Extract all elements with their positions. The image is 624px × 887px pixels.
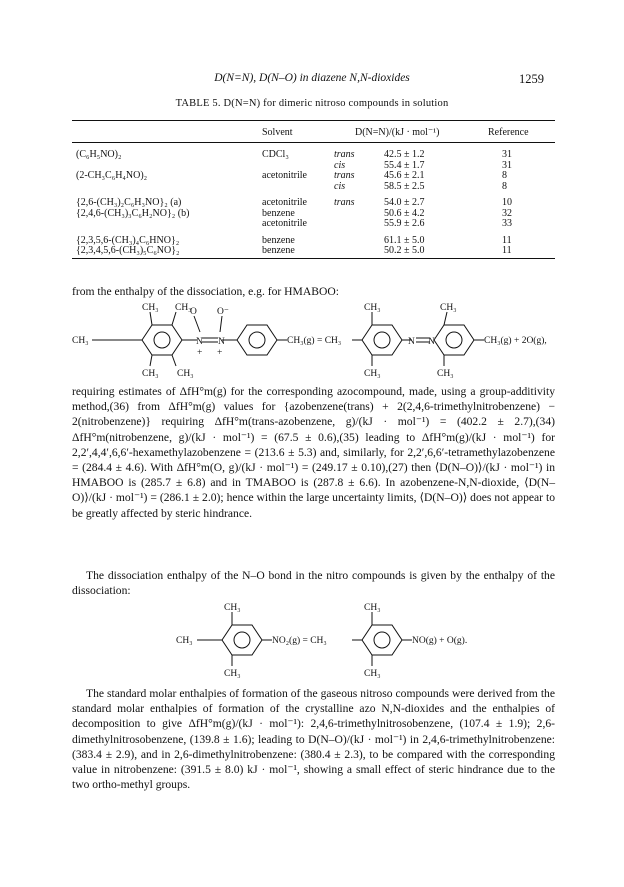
ch3-label: CH₃	[177, 369, 194, 379]
benzene-ring-1	[142, 325, 182, 355]
ch3-label: CH₃	[437, 369, 454, 379]
table-cell: 61.1 ± 5.0	[384, 234, 425, 246]
paragraph-4	[72, 686, 555, 792]
benzene-ring-2	[237, 325, 277, 355]
table-cell: 42.5 ± 1.2	[384, 149, 425, 160]
table-cell: cis	[334, 180, 346, 192]
table-cell: 31	[502, 149, 512, 160]
ch3-label: CH₃	[142, 303, 159, 313]
benzene-ring-3	[362, 325, 402, 355]
benzene-ring-4	[434, 325, 474, 355]
col-head-dnn: D(N=N)/(kJ · mol⁻¹)	[355, 127, 440, 138]
ch3-label: CH₃	[364, 369, 381, 379]
page-number: 1259	[519, 72, 544, 86]
equation-2	[72, 600, 555, 680]
table-row	[72, 198, 555, 209]
ch3-label: CH₃	[224, 669, 241, 679]
eq1-right-text: CH₃(g) + 2O(g),	[484, 336, 547, 346]
oxygen-label: O	[190, 307, 197, 317]
table-cell: trans	[334, 149, 355, 160]
table-cell: 11	[502, 234, 512, 246]
table-cell: (2-CH₃C₆H₄NO)₂	[76, 170, 148, 181]
aromatic-circle-3	[374, 332, 390, 348]
table-top-rule	[72, 120, 555, 121]
table-cell: acetonitrile	[262, 197, 307, 208]
table-cell: 50.6 ± 4.2	[384, 207, 425, 219]
table-row	[72, 182, 555, 193]
table-cell: {2,3,5,6-(CH₃)₄C₆HNO}₂	[76, 234, 180, 246]
equation-1	[72, 300, 555, 380]
table-cell: acetonitrile	[262, 218, 307, 229]
table-cell: {2,3,4,5,6-(CH₃)₅C₆NO}₂	[76, 245, 180, 256]
nitrogen-label: N	[196, 337, 203, 347]
plus-charge: +	[217, 348, 223, 358]
ch3-label: CH₃	[440, 303, 457, 313]
table-cell: trans	[334, 170, 355, 181]
table-cell: acetonitrile	[262, 170, 307, 181]
eq2-right-text: NO(g) + O(g).	[412, 636, 468, 646]
ch3-label: CH₃	[176, 636, 193, 646]
ch3-label: CH₃	[364, 303, 381, 313]
ch3-label: CH₃	[72, 336, 89, 346]
table-cell: 31	[502, 159, 512, 171]
paragraph-1	[72, 284, 555, 299]
paragraph-4-text: The standard molar enthalpies of formation of the gaseous nitroso compounds were derived from the standard molar enthalpies of formation of the crystalline azo N,N-dioxides and the enthalpies of decomposition to give ΔfH°m(g)/(kJ · mol⁻¹): 2,4,6-trimethylnitrosobenzene, (107.4 ± 1.9); 2,6-dimethylnitrosobenzene, (139.8 ± 1.6); leading to D(N–O)/(kJ · mol⁻¹) in 2,4,6-trimethylnitrobenzene: (383.4 ± 2.9), and in 2,6-dimethylnitrobenzene: (380.4 ± 2.3), to be compared with the corresponding value in nitrobenzene: (391.5 ± 8.0) kJ · mol⁻¹, showing a small effect of steric hindrance due to the two ortho-methyl groups.	[72, 687, 555, 792]
table-cell: cis	[334, 159, 346, 171]
table-cell: 10	[502, 197, 512, 208]
table-head-rule	[72, 142, 555, 143]
table-cell: benzene	[262, 245, 295, 256]
table-cell: 32	[502, 207, 512, 219]
table-cell: trans	[334, 197, 355, 208]
table-cell: 45.6 ± 2.1	[384, 170, 425, 181]
eq2-mid-text: NO₂(g) = CH₃	[272, 636, 327, 646]
paragraph-2-text: requiring estimates of ΔfH°m(g) for the corresponding azocompound, made, using a group-additivity method,(36) from ΔfH°m(g) values for {azobenzene(trans) + 2(2,4,6-trimethylnitrobenzene) − 2(nitrobenzene)} requiring ΔfH°m(trans-azobenzene, g)/(kJ · mol⁻¹) = (402.2 ± 2.7),(34) ΔfH°m(nitrobenzene, g)/(kJ · mol⁻¹) = (67.5 ± 0.6),(35) leading to ΔfH°m(g)/(kJ · mol⁻¹) for 2,2′,4,4′,6,6′-hexamethylazobenzene = (213.6 ± 5.3) and, similarly, for 2,2′,6,6′-tetramethylazobenzene = (284.4 ± 4.6). With ΔfH°m(O, g)/(kJ · mol⁻¹) = (249.17 ± 0.10),(27) then ⟨D(N–O)⟩/(kJ · mol⁻¹) in HMABOO is (285.7 ± 6.8) and in TMABOO is (287.8 ± 6.6). In azobenzene-N,N-dioxide, ⟨D(N–O)⟩/(kJ · mol⁻¹) = (286.1 ± 2.0); hence within the large uncertainty limits, ⟨D(N–O)⟩ does not appear to be greatly affected by steric hindrance.	[72, 385, 555, 520]
data-table	[72, 150, 555, 257]
table-cell: (C₆H₅NO)₂	[76, 149, 122, 160]
oxygen-anion-label: O⁻	[217, 307, 229, 317]
paragraph-2	[72, 384, 555, 521]
table-cell: {2,6-(CH₃)₂C₆H₃NO}₂ (a)	[76, 197, 182, 208]
aromatic-circle-5	[234, 632, 250, 648]
eq1-left-text: CH₃(g) = CH₃	[287, 336, 342, 346]
table-cell: 55.9 ± 2.6	[384, 218, 425, 229]
ch3-label: CH₃	[175, 303, 192, 313]
table-row	[72, 171, 555, 182]
nitrogen-label: N	[428, 337, 435, 347]
table-cell: 55.4 ± 1.7	[384, 159, 425, 171]
col-head-solvent: Solvent	[262, 127, 293, 138]
nitrogen-label: N	[408, 337, 415, 347]
table-row	[72, 219, 555, 230]
paragraph-3	[72, 568, 555, 598]
table-row	[72, 209, 555, 220]
table-cell: benzene	[262, 234, 295, 246]
paragraph-3-text: The dissociation enthalpy of the N–O bond in the nitro compounds is given by the enthalpy of the dissociation:	[72, 569, 555, 598]
aromatic-circle-6	[374, 632, 390, 648]
table-caption: TABLE 5. D(N=N) for dimeric nitroso compounds in solution	[175, 98, 449, 109]
col-head-ref: Reference	[488, 127, 529, 138]
nitro-equation-svg	[72, 600, 555, 680]
table-cell: 33	[502, 218, 512, 229]
nitrogen-label: N	[218, 337, 225, 347]
table-cell: CDCl₃	[262, 149, 289, 160]
ch3-label: CH₃	[224, 603, 241, 613]
running-header	[0, 72, 624, 88]
table-row	[72, 150, 555, 161]
ch3-label: CH₃	[364, 603, 381, 613]
table-cell: 8	[502, 180, 507, 192]
table-cell: 8	[502, 170, 507, 181]
aromatic-circle-1	[154, 332, 170, 348]
benzene-ring-6	[362, 625, 402, 655]
table-cell: 54.0 ± 2.7	[384, 197, 425, 208]
plus-charge: +	[197, 348, 203, 358]
table-cell: 58.5 ± 2.5	[384, 180, 425, 192]
paragraph-1-text: from the enthalpy of the dissociation, e.g. for HMABOO:	[72, 285, 339, 298]
aromatic-circle-2	[249, 332, 265, 348]
ch3-label: CH₃	[364, 669, 381, 679]
benzene-ring-5	[222, 625, 262, 655]
running-title: D(N=N), D(N–O) in diazene N,N-dioxides	[214, 72, 410, 84]
table-cell: {2,4,6-(CH₃)₃C₆H₂NO}₂ (b)	[76, 207, 190, 219]
table-row	[72, 246, 555, 257]
aromatic-circle-4	[446, 332, 462, 348]
ch3-label: CH₃	[142, 369, 159, 379]
azodioxide-equation-svg	[72, 300, 555, 380]
table-cell: 11	[502, 245, 512, 256]
table-cell: 50.2 ± 5.0	[384, 245, 425, 256]
table-cell: benzene	[262, 207, 295, 219]
table-bottom-rule	[72, 258, 555, 259]
